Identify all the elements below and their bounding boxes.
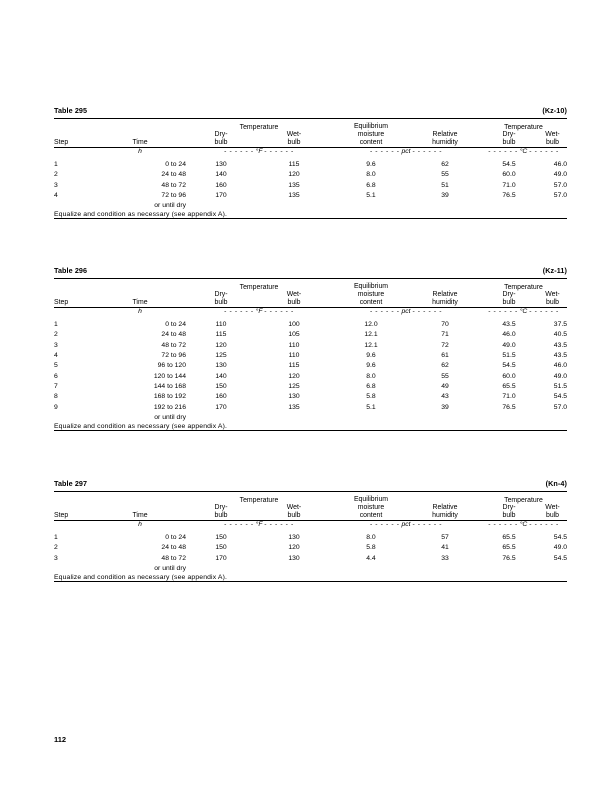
cell-step: 5 <box>54 362 58 370</box>
cell-rh: 72 <box>441 341 449 349</box>
cell-wet-bulb-c: 49.0 <box>553 544 568 552</box>
header-temperature-c: Temperature <box>504 497 543 505</box>
table-code: (Kz-10) <box>542 106 567 115</box>
header-time: Time <box>132 139 148 147</box>
cell-dry-bulb-f: 170 <box>215 554 227 562</box>
cell-emc: 12.0 <box>364 320 378 328</box>
cell-wet-bulb-c: 43.5 <box>553 341 568 349</box>
cell-dry-bulb-c: 76.5 <box>502 191 516 199</box>
header-sub-row-2 <box>54 512 567 520</box>
units-row <box>54 308 567 315</box>
unit-pct-cell <box>332 308 480 315</box>
header-time: Time <box>132 512 148 520</box>
header-sub-row-1 <box>54 291 567 299</box>
cell-rh: 51 <box>441 181 449 189</box>
header-wet-bulb-f-1: Wet- <box>286 131 302 139</box>
table-number: Table 295 <box>54 106 88 115</box>
cell-dry-bulb-c: 76.5 <box>502 403 516 411</box>
dash-left-f: - - - - - - <box>224 521 254 529</box>
header-wet-bulb-c-1: Wet- <box>545 291 560 299</box>
cell-wet-bulb-c: 54.5 <box>553 533 568 541</box>
cell-emc: 9.6 <box>366 160 376 168</box>
header-sub-row-1 <box>54 504 567 512</box>
cell-time: 0 to 24 <box>165 533 186 541</box>
cell-emc: 4.4 <box>366 554 376 562</box>
header-temperature-c: Temperature <box>504 284 543 292</box>
table-row <box>54 361 567 371</box>
cell-step: 2 <box>54 544 58 552</box>
header-group-row <box>54 279 567 291</box>
cell-step: 3 <box>54 181 58 189</box>
header-rh-line2: humidity <box>432 139 458 147</box>
cell-dry-bulb-c: 76.5 <box>502 554 516 562</box>
cell-rh: 55 <box>441 372 449 380</box>
unit-fahrenheit: °F <box>255 521 263 529</box>
cell-dry-bulb-c: 43.5 <box>502 320 516 328</box>
header-emc-line1: Equilibrium <box>353 496 389 503</box>
cell-dry-bulb-f: 140 <box>215 372 227 380</box>
cell-rh: 61 <box>441 351 449 359</box>
cell-step: 1 <box>54 533 58 541</box>
unit-fahrenheit: °F <box>255 148 263 156</box>
header-emc-line1: Equilibrium <box>353 123 389 130</box>
cell-rh: 70 <box>441 320 449 328</box>
cell-dry-bulb-f: 115 <box>215 331 227 339</box>
cell-dry-bulb-f: 160 <box>215 393 227 401</box>
table-note: Equalize and condition as necessary (see appendix A). <box>54 573 228 581</box>
cell-step: 8 <box>54 393 58 401</box>
header-sub-row-2 <box>54 139 567 147</box>
cell-time: 144 to 168 <box>153 382 186 390</box>
table-number: Table 296 <box>54 266 88 275</box>
note-row <box>54 574 567 581</box>
header-sub-row-2 <box>54 299 567 307</box>
drying-schedule-table <box>54 279 567 307</box>
cell-step: 6 <box>54 372 58 380</box>
drying-schedule-body <box>54 148 567 218</box>
dash-right-c: - - - - - - <box>529 308 559 316</box>
header-wet-bulb-c-2: bulb <box>545 139 560 147</box>
table-row <box>54 382 567 392</box>
header-dry-bulb-c-2: bulb <box>502 139 516 147</box>
cell-dry-bulb-c: 54.5 <box>502 362 516 370</box>
cell-time: 24 to 48 <box>161 171 186 179</box>
cell-wet-bulb-f: 110 <box>288 351 300 359</box>
header-dry-bulb-c-1: Dry- <box>502 131 516 139</box>
table-row <box>54 341 567 351</box>
unit-pct: pct <box>401 148 411 156</box>
cell-step: 4 <box>54 351 58 359</box>
cell-emc: 12.1 <box>364 341 378 349</box>
cell-dry-bulb-f: 160 <box>215 181 227 189</box>
cell-dry-bulb-c: 65.5 <box>502 382 516 390</box>
unit-fahrenheit-cell <box>186 148 332 155</box>
cell-dry-bulb-f: 170 <box>215 403 227 411</box>
cell-wet-bulb-c: 49.0 <box>553 372 568 380</box>
header-temperature-f: Temperature <box>239 284 279 292</box>
dash-right-f: - - - - - - <box>264 148 294 156</box>
cell-wet-bulb-f: 115 <box>288 160 300 168</box>
table-note: Equalize and condition as necessary (see appendix A). <box>54 422 228 430</box>
header-dry-bulb-f-2: bulb <box>214 299 228 307</box>
cell-time: 96 to 120 <box>157 362 186 370</box>
header-dry-bulb-c-2: bulb <box>502 512 516 520</box>
dash-right-c: - - - - - - <box>529 148 559 156</box>
cell-time: 48 to 72 <box>161 341 186 349</box>
cell-dry-bulb-c: 65.5 <box>502 533 516 541</box>
header-wet-bulb-c-2: bulb <box>545 512 560 520</box>
cell-emc: 6.8 <box>366 382 376 390</box>
header-group-row <box>54 492 567 504</box>
header-wet-bulb-f-1: Wet- <box>286 291 302 299</box>
table-number: Table 297 <box>54 479 88 488</box>
header-dry-bulb-f-1: Dry- <box>214 291 228 299</box>
table-block-295 <box>54 106 567 219</box>
header-dry-bulb-f-2: bulb <box>214 512 228 520</box>
drying-schedule-body <box>54 521 567 580</box>
table-row <box>54 403 567 413</box>
cell-emc: 5.8 <box>366 393 376 401</box>
header-dry-bulb-c-2: bulb <box>502 299 516 307</box>
header-time: Time <box>132 299 148 307</box>
cell-wet-bulb-f: 135 <box>288 181 300 189</box>
cell-step: 2 <box>54 331 58 339</box>
cell-step: 9 <box>54 403 58 411</box>
cell-wet-bulb-c: 46.0 <box>553 362 568 370</box>
drying-schedule-table <box>54 119 567 147</box>
header-wet-bulb-f-2: bulb <box>287 299 301 307</box>
cell-dry-bulb-c: 60.0 <box>502 372 516 380</box>
unit-celsius-cell <box>480 308 567 315</box>
cell-emc: 8.0 <box>366 171 376 179</box>
cell-rh: 55 <box>441 171 449 179</box>
cell-wet-bulb-f: 120 <box>288 372 300 380</box>
cell-wet-bulb-f: 120 <box>288 544 300 552</box>
header-rh-line1: Relative <box>432 291 458 299</box>
dash-left-f: - - - - - - <box>224 148 254 156</box>
table-row <box>54 170 567 180</box>
cell-dry-bulb-c: 71.0 <box>502 393 516 401</box>
cell-rh: 49 <box>441 382 449 390</box>
header-step: Step <box>54 512 69 520</box>
continuation-text: or until dry <box>154 564 186 572</box>
header-emc-line2: moisture <box>357 504 385 512</box>
table-row <box>54 351 567 361</box>
table-row <box>54 155 567 170</box>
cell-wet-bulb-f: 125 <box>288 382 300 390</box>
cell-wet-bulb-c: 54.5 <box>553 554 568 562</box>
cell-wet-bulb-c: 57.0 <box>553 403 568 411</box>
dash-left-c: - - - - - - <box>488 521 518 529</box>
unit-pct-cell <box>332 148 480 155</box>
header-temperature-f: Temperature <box>239 497 279 505</box>
unit-pct: pct <box>401 521 411 529</box>
cell-emc: 9.6 <box>366 362 376 370</box>
units-row <box>54 148 567 155</box>
table-row <box>54 181 567 191</box>
cell-time: 72 to 96 <box>161 191 186 199</box>
drying-schedule-body <box>54 308 567 429</box>
cell-time: 48 to 72 <box>161 554 186 562</box>
unit-fahrenheit-cell <box>186 308 332 315</box>
rule-bottom <box>54 218 567 219</box>
header-step: Step <box>54 299 69 307</box>
header-wet-bulb-c-1: Wet- <box>545 504 560 512</box>
header-temperature-c: Temperature <box>504 124 543 132</box>
dash-left-pct: - - - - - - <box>369 308 400 316</box>
continuation-row <box>54 564 567 574</box>
header-rh-line1: Relative <box>432 131 458 139</box>
dash-left-pct: - - - - - - <box>369 521 400 529</box>
cell-wet-bulb-c: 49.0 <box>553 171 568 179</box>
cell-time: 72 to 96 <box>161 351 186 359</box>
cell-rh: 71 <box>441 331 449 339</box>
header-emc-line3: content <box>359 512 383 520</box>
table-header <box>54 279 567 307</box>
cell-dry-bulb-c: 46.0 <box>502 331 516 339</box>
table-note: Equalize and condition as necessary (see appendix A). <box>54 211 228 219</box>
table-header <box>54 492 567 520</box>
cell-emc: 9.6 <box>366 351 376 359</box>
cell-emc: 12.1 <box>364 331 378 339</box>
cell-step: 3 <box>54 341 58 349</box>
continuation-text: or until dry <box>154 413 186 421</box>
cell-dry-bulb-f: 110 <box>215 320 227 328</box>
table-caption-row <box>54 266 567 278</box>
header-dry-bulb-f-1: Dry- <box>214 504 228 512</box>
cell-step: 7 <box>54 382 58 390</box>
dash-left-c: - - - - - - <box>488 148 518 156</box>
cell-wet-bulb-f: 115 <box>288 362 300 370</box>
cell-wet-bulb-c: 51.5 <box>553 382 568 390</box>
cell-wet-bulb-c: 37.5 <box>553 320 568 328</box>
cell-time: 0 to 24 <box>165 320 186 328</box>
cell-emc: 5.8 <box>366 544 376 552</box>
cell-dry-bulb-f: 130 <box>215 362 227 370</box>
cell-emc: 8.0 <box>366 533 376 541</box>
continuation-text: or until dry <box>154 202 186 210</box>
unit-time: h <box>138 521 142 529</box>
header-wet-bulb-c-2: bulb <box>545 299 560 307</box>
unit-pct-cell <box>332 521 480 528</box>
header-dry-bulb-f-2: bulb <box>214 139 228 147</box>
table-caption-row <box>54 106 567 118</box>
rule-bottom <box>54 430 567 431</box>
cell-rh: 39 <box>441 403 449 411</box>
table-block-296 <box>54 266 567 431</box>
table-row <box>54 554 567 564</box>
table-block-297 <box>54 479 567 582</box>
cell-dry-bulb-c: 54.5 <box>502 160 516 168</box>
cell-wet-bulb-f: 135 <box>288 403 300 411</box>
dash-left-c: - - - - - - <box>488 308 518 316</box>
cell-wet-bulb-c: 57.0 <box>553 191 568 199</box>
cell-dry-bulb-f: 130 <box>215 160 227 168</box>
header-dry-bulb-c-1: Dry- <box>502 504 516 512</box>
dash-right-pct: - - - - - - <box>412 148 443 156</box>
table-caption-row <box>54 479 567 491</box>
cell-wet-bulb-f: 105 <box>288 331 300 339</box>
cell-time: 48 to 72 <box>161 181 186 189</box>
header-temperature-f: Temperature <box>239 124 279 132</box>
cell-emc: 5.1 <box>366 191 376 199</box>
cell-rh: 62 <box>441 160 449 168</box>
unit-celsius-cell <box>480 148 567 155</box>
table-code: (Kz-11) <box>542 266 567 275</box>
cell-rh: 33 <box>441 554 449 562</box>
cell-wet-bulb-f: 100 <box>288 320 300 328</box>
unit-fahrenheit: °F <box>255 308 263 316</box>
header-group-row <box>54 119 567 131</box>
cell-dry-bulb-f: 150 <box>215 382 227 390</box>
cell-wet-bulb-f: 110 <box>288 341 300 349</box>
cell-rh: 43 <box>441 393 449 401</box>
table-row <box>54 543 567 553</box>
cell-time: 168 to 192 <box>153 393 186 401</box>
dash-right-pct: - - - - - - <box>412 521 443 529</box>
header-wet-bulb-f-2: bulb <box>287 139 301 147</box>
note-row <box>54 211 567 218</box>
header-wet-bulb-f-1: Wet- <box>286 504 302 512</box>
page-number: 112 <box>54 735 67 744</box>
cell-wet-bulb-f: 120 <box>288 171 300 179</box>
dash-right-pct: - - - - - - <box>412 308 443 316</box>
cell-dry-bulb-c: 60.0 <box>502 171 516 179</box>
cell-wet-bulb-c: 40.5 <box>553 331 568 339</box>
table-row <box>54 528 567 543</box>
cell-dry-bulb-c: 71.0 <box>502 181 516 189</box>
cell-emc: 6.8 <box>366 181 376 189</box>
header-wet-bulb-f-2: bulb <box>287 512 301 520</box>
header-rh-line2: humidity <box>432 512 458 520</box>
header-emc-line2: moisture <box>357 291 385 299</box>
table-row <box>54 315 567 330</box>
cell-dry-bulb-f: 170 <box>215 191 227 199</box>
table-row <box>54 330 567 340</box>
cell-wet-bulb-f: 130 <box>288 393 300 401</box>
unit-fahrenheit-cell <box>186 521 332 528</box>
header-dry-bulb-f-1: Dry- <box>214 131 228 139</box>
cell-dry-bulb-f: 120 <box>215 341 227 349</box>
cell-dry-bulb-c: 51.5 <box>502 351 516 359</box>
cell-wet-bulb-f: 130 <box>288 554 300 562</box>
cell-step: 1 <box>54 160 58 168</box>
header-sub-row-1 <box>54 131 567 139</box>
header-emc-line2: moisture <box>357 131 385 139</box>
table-row <box>54 191 567 201</box>
header-dry-bulb-c-1: Dry- <box>502 291 516 299</box>
cell-emc: 8.0 <box>366 372 376 380</box>
cell-dry-bulb-c: 49.0 <box>502 341 516 349</box>
table-row <box>54 372 567 382</box>
cell-dry-bulb-f: 150 <box>215 544 227 552</box>
cell-rh: 57 <box>441 533 449 541</box>
cell-step: 1 <box>54 320 58 328</box>
header-step: Step <box>54 139 69 147</box>
cell-rh: 39 <box>441 191 449 199</box>
cell-wet-bulb-c: 57.0 <box>553 181 568 189</box>
continuation-row <box>54 201 567 211</box>
cell-wet-bulb-f: 130 <box>288 533 300 541</box>
unit-celsius-cell <box>480 521 567 528</box>
cell-step: 4 <box>54 191 58 199</box>
header-rh-line1: Relative <box>432 504 458 512</box>
header-rh-line2: humidity <box>432 299 458 307</box>
dash-right-c: - - - - - - <box>529 521 559 529</box>
cell-rh: 62 <box>441 362 449 370</box>
cell-step: 2 <box>54 171 58 179</box>
dash-left-f: - - - - - - <box>224 308 254 316</box>
cell-wet-bulb-f: 135 <box>288 191 300 199</box>
unit-time: h <box>138 148 142 156</box>
rule-bottom <box>54 581 567 582</box>
cell-dry-bulb-f: 150 <box>215 533 227 541</box>
cell-wet-bulb-c: 46.0 <box>553 160 568 168</box>
table-code: (Kn-4) <box>545 479 567 488</box>
cell-time: 24 to 48 <box>161 331 186 339</box>
cell-time: 120 to 144 <box>153 372 186 380</box>
unit-celsius: °C <box>519 521 528 529</box>
table-row <box>54 392 567 402</box>
unit-time: h <box>138 308 142 316</box>
unit-celsius: °C <box>519 148 528 156</box>
cell-step: 3 <box>54 554 58 562</box>
cell-rh: 41 <box>441 544 449 552</box>
header-emc-line1: Equilibrium <box>353 283 389 290</box>
cell-wet-bulb-c: 43.5 <box>553 351 568 359</box>
units-row <box>54 521 567 528</box>
table-header <box>54 119 567 147</box>
header-wet-bulb-c-1: Wet- <box>545 131 560 139</box>
cell-time: 192 to 216 <box>153 403 186 411</box>
cell-emc: 5.1 <box>366 403 376 411</box>
cell-time: 24 to 48 <box>161 544 186 552</box>
cell-dry-bulb-c: 65.5 <box>502 544 516 552</box>
header-emc-line3: content <box>359 299 383 307</box>
unit-pct: pct <box>401 308 411 316</box>
drying-schedule-table <box>54 492 567 520</box>
continuation-row <box>54 413 567 423</box>
dash-left-pct: - - - - - - <box>369 148 400 156</box>
cell-time: 0 to 24 <box>165 160 186 168</box>
unit-celsius: °C <box>519 308 528 316</box>
dash-right-f: - - - - - - <box>264 521 294 529</box>
cell-dry-bulb-f: 125 <box>215 351 227 359</box>
dash-right-f: - - - - - - <box>264 308 294 316</box>
cell-wet-bulb-c: 54.5 <box>553 393 568 401</box>
cell-dry-bulb-f: 140 <box>215 171 227 179</box>
note-row <box>54 423 567 430</box>
header-emc-line3: content <box>359 139 383 147</box>
